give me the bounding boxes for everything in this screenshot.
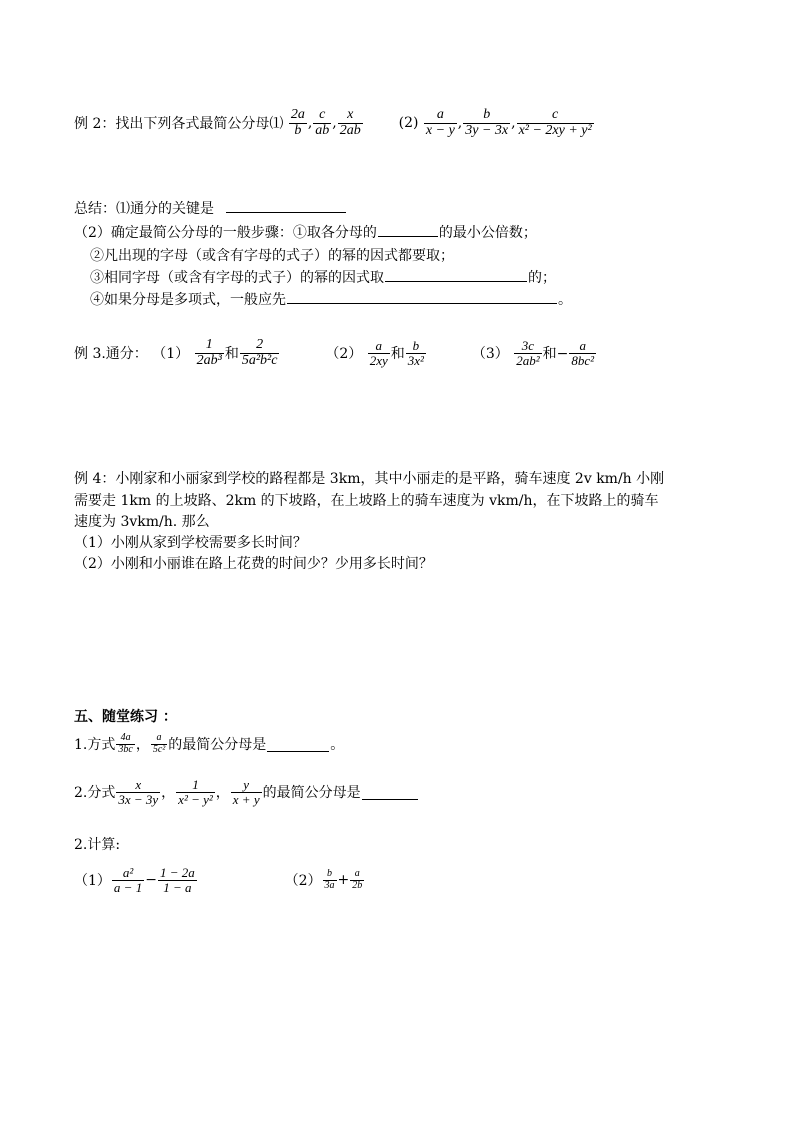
fraction: $\frac{c}{\text{x² − 2xy + y²}}$ (518, 107, 592, 138)
fraction: $\frac{y}{x + y}$ (232, 777, 260, 807)
fraction: $\frac{a}{\text{8bc²}}$ (571, 338, 595, 368)
fraction: $\frac{2a}{b}$ (290, 107, 305, 138)
practice-2: 2.分式 $\frac{x}{3x - 3y}$ ， $\frac{1}{\text{x² − y²}}$ ， $\frac{y}{x + y}$ 的最简公分母是 (74, 778, 419, 806)
answer-blank (385, 267, 527, 282)
answer-blank (267, 737, 329, 752)
fraction: $\frac{b}{3a}$ (324, 868, 335, 891)
fraction: $\frac{a}{x - y}$ (425, 107, 455, 138)
fraction: $\frac{3c}{\text{2ab²}}$ (516, 338, 540, 368)
fraction: $\frac{1}{\text{2ab³}}$ (196, 337, 222, 368)
summary-line-3: ②凡出现的字母（或含有字母的式子）的幂的因式都要取； (90, 248, 454, 264)
answer-blank (378, 222, 438, 237)
example-4-line-2: 需要走 1km 的上坡路、2km 的下坡路，在上坡路上的骑车速度为 vkm/h，在下坡路上的骑车 (74, 493, 659, 509)
fraction: $\frac{1 - 2a}{1 - a}$ (159, 865, 195, 895)
example-4-question-2: （2）小刚和小丽谁在路上花费的时间少？少用多长时间？ (74, 556, 433, 572)
answer-blank (362, 785, 418, 800)
part-2-label: (2) (398, 115, 419, 132)
example-4-line-1: 例 4：小刚家和小丽家到学校的路程都是 3km，其中小丽走的是平路，骑车速度 2v km/h 小刚 (74, 471, 665, 487)
fraction: $\frac{c}{ab}$ (315, 107, 330, 138)
fraction: $\frac{4a}{3bc}$ (118, 732, 133, 755)
summary-line-1: 总结：⑴通分的关键是 (74, 198, 347, 218)
fraction: $\frac{b}{3y - 3x}$ (465, 107, 509, 138)
practice-1: 1.方式 $\frac{4a}{3bc}$ ， $\frac{a}{\text{5c²}}$ 的最简公分母是 。 (74, 732, 345, 755)
summary-line-2: （2）确定最简公分母的一般步骤：①取各分母的 的最小公倍数； (74, 222, 537, 242)
fraction: $\frac{a}{2b}$ (352, 868, 363, 891)
example-2-label: 例 2：找出下列各式最简公分母 (74, 116, 270, 133)
fraction: $\frac{a}{2xy}$ (369, 338, 388, 368)
fraction: $\frac{b}{\text{3x²}}$ (407, 338, 424, 368)
answer-blank (287, 289, 557, 304)
summary-line-4: ③相同字母（或含有字母的式子）的幂的因式取 的； (90, 267, 556, 287)
fraction: $\frac{x}{3x - 3y}$ (118, 777, 159, 807)
example-4-line-3: 速度为 3vkm/h. 那么 (74, 514, 210, 530)
practice-3-items: （1） $\frac{\text{a²}}{a - 1}$ − $\frac{1 - 2a}{1 - a}$ （2） $\frac{b}{3a}$ + $\frac{a}{2b}$ (74, 865, 363, 895)
fraction: $\frac{2}{\text{5a²b²c}}$ (241, 337, 278, 368)
practice-3: 2.计算: (74, 837, 121, 853)
practice-title: 五、随堂练习 ： (74, 709, 177, 725)
fraction: $\frac{a}{\text{5c²}}$ (152, 732, 166, 755)
example-2: 例 2：找出下列各式最简公分母⑴ $\frac{2a}{b}$ , $\frac{c}{ab}$ , $\frac{x}{2ab}$ (2) $\frac{a}{x - y}$ , $\frac{b}{3y - 3x}$ , $\frac{c}{\text{x² − 2xy + y²}}$ (74, 107, 592, 138)
example-3: 例 3.通分： （1） $\frac{1}{\text{2ab³}}$ 和 $\frac{2}{\text{5a²b²c}}$ （2） $\frac{a}{2xy}$ 和 $\frac{b}{\text{3x²}}$ （3） $\frac{3c}{\text{2ab²}}$ 和− $\frac{a}{\text{8bc²}}$ (74, 337, 595, 368)
fraction: $\frac{1}{\text{x² − y²}}$ (178, 777, 213, 807)
example-4-question-1: （1）小刚从家到学校需要多长时间？ (74, 535, 307, 551)
answer-blank (226, 198, 346, 213)
example-3-label: 例 3.通分： (74, 346, 148, 363)
fraction: $\frac{\text{a²}}{a - 1}$ (113, 865, 143, 895)
fraction: $\frac{x}{2ab}$ (339, 107, 361, 138)
part-1-label: ⑴ (269, 116, 284, 133)
summary-line-5: ④如果分母是多项式，一般应先 。 (90, 289, 572, 309)
